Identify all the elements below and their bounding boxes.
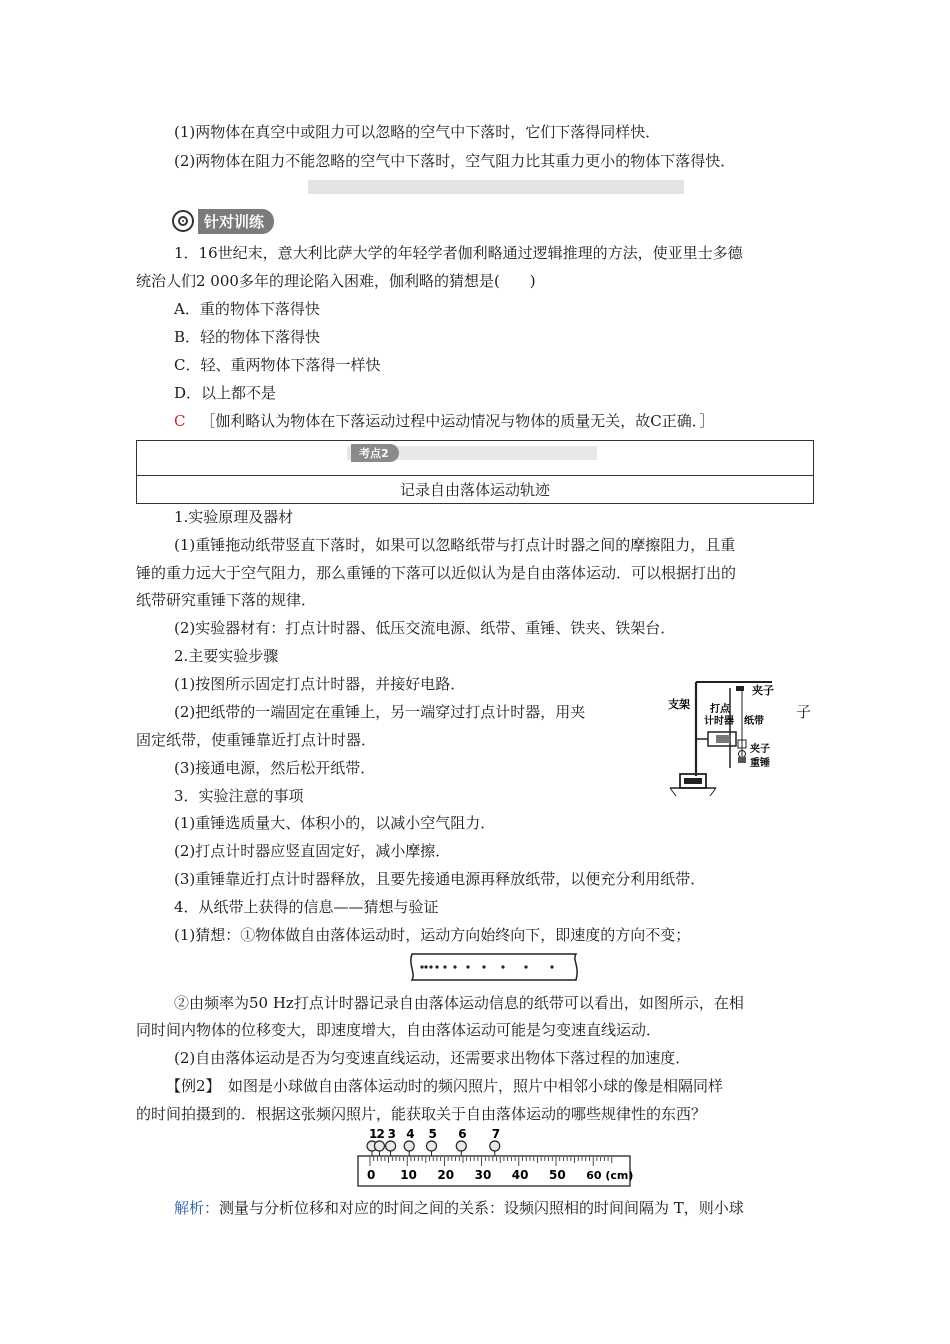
analysis-tag: 解析： — [174, 1199, 220, 1217]
section-4-para-2a: ②由频率为50 Hz打点计时器记录自由落体运动信息的纸带可以看出，如图所示，在相 — [174, 994, 744, 1012]
ball-label: 6 — [458, 1127, 467, 1141]
ball-marker — [404, 1141, 414, 1151]
section-1-para-1b: 锤的重力远大于空气阻力，那么重锤的下落可以近似认为是自由落体运动．可以根据打出的 — [136, 564, 737, 582]
example-2-tag: 【例2】 — [166, 1077, 214, 1095]
section-2-para-3: (3)接通电源，然后松开纸带． — [174, 759, 376, 777]
ruler-tick-label: 50 — [549, 1168, 566, 1182]
clip-bottom-label: 夹子 — [750, 744, 770, 755]
training-badge-label: 针对训练 — [198, 209, 274, 234]
ball-marker — [427, 1141, 437, 1151]
example-2-line-2: 的时间拍摄到的．根据这张频闪照片，能获取关于自由落体运动的哪些规律性的东西？ — [136, 1105, 707, 1123]
ball-marker — [490, 1141, 500, 1151]
example-2-text: 如图是小球做自由落体运动时的频闪照片，照片中相邻小球的像是相隔同样 — [213, 1077, 724, 1095]
analysis-text: 测量与分析位移和对应的时间之间的关系：设频闪照相的时间间隔为 T，则小球 — [219, 1199, 744, 1217]
section-divider-bar — [308, 180, 684, 194]
kaodian-divider — [137, 475, 813, 476]
ruler-tick-label: 60 (cm) — [586, 1169, 634, 1182]
answer-letter: C — [174, 412, 186, 430]
section-2-para-2b: 固定纸带，使重锤靠近打点计时器． — [136, 731, 377, 749]
ball-label: 4 — [406, 1127, 415, 1141]
section-3-para-1: (1)重锤选质量大、体积小的，以减小空气阻力． — [174, 814, 496, 832]
ruler-tick-label: 30 — [474, 1168, 492, 1182]
tape-figure — [410, 952, 580, 982]
ruler-tick-label: 0 — [367, 1168, 376, 1182]
kaodian-header-box — [136, 440, 814, 504]
ruler-tick-label: 20 — [437, 1168, 455, 1182]
section-4-para-2b: 同时间内物体的位移变大，即速度增大，自由落体运动可能是匀变速直线运动． — [136, 1021, 662, 1039]
target-icon — [172, 210, 194, 232]
section-1-para-1c: 纸带研究重锤下落的规律． — [136, 591, 317, 609]
section-4-para-1: (1)猜想：①物体做自由落体运动时，运动方向始终向下，即速度的方向不变； — [174, 926, 691, 944]
timer-label-2: 计时器 — [704, 716, 734, 727]
section-4-heading: 4．从纸带上获得的信息——猜想与验证 — [174, 898, 439, 916]
ball-marker — [374, 1141, 384, 1151]
example-2-line-1 — [166, 1076, 723, 1096]
ball-label: 5 — [428, 1127, 437, 1141]
ball-label: 3 — [387, 1127, 396, 1141]
answer-line — [174, 411, 714, 431]
section-1-para-2: (2)实验器材有：打点计时器、低压交流电源、纸带、重锤、铁夹、铁架台． — [174, 619, 676, 637]
section-1-heading: 1.实验原理及器材 — [174, 508, 294, 526]
training-badge — [172, 208, 274, 234]
ruler-tick-label: 10 — [400, 1168, 417, 1182]
section-1-para-1a: (1)重锤拖动纸带竖直下落时，如果可以忽略纸带与打点计时器之间的摩擦阻力，且重 — [174, 536, 736, 554]
apparatus-figure — [660, 672, 810, 802]
section-3-heading: 3．实验注意的事项 — [174, 787, 304, 805]
section-3-para-3: (3)重锤靠近打点计时器释放，且要先接通电源再释放纸带，以便充分利用纸带． — [174, 870, 706, 888]
analysis-line — [174, 1198, 744, 1218]
section-3-para-2: (2)打点计时器应竖直固定好，减小摩擦． — [174, 842, 451, 860]
answer-explanation: ［伽利略认为物体在下落运动过程中运动情况与物体的质量无关，故C正确．］ — [200, 412, 715, 430]
question-1-line-1: 1．16世纪末，意大利比萨大学的年轻学者伽利略通过逻辑推理的方法，使亚里士多德 — [174, 244, 743, 262]
section-2-para-2-zi: 子 — [796, 703, 812, 721]
option-d: D．以上都不是 — [174, 384, 277, 402]
ball-label: 1 — [369, 1127, 378, 1141]
section-2-para-2a: (2)把纸带的一端固定在重锤上，另一端穿过打点计时器，用夹 — [174, 703, 586, 721]
clip-top-label: 夹子 — [752, 684, 774, 697]
option-c: C．轻、重两物体下落得一样快 — [174, 356, 381, 374]
support-label: 支架 — [668, 698, 690, 711]
ball-label: 7 — [491, 1127, 501, 1141]
kaodian-tab: 考点2 — [351, 444, 399, 462]
question-1-line-2: 统治人们2 000多年的理论陷入困难，伽利略的猜想是( ) — [136, 272, 536, 290]
intro-line-2: (2)两物体在阻力不能忽略的空气中下落时，空气阻力比其重力更小的物体下落得快． — [174, 152, 736, 170]
timer-label-1: 打点 — [710, 704, 730, 715]
option-b: B．轻的物体下落得快 — [174, 328, 321, 346]
intro-line-1: (1)两物体在真空中或阻力可以忽略的空气中下落时，它们下落得同样快． — [174, 123, 661, 141]
section-2-heading: 2.主要实验步骤 — [174, 647, 279, 665]
section-2-para-1: (1)按图所示固定打点计时器，并接好电路． — [174, 675, 466, 693]
weight-label: 重锤 — [750, 758, 770, 769]
ball-label: 2 — [376, 1127, 385, 1141]
ball-marker — [456, 1141, 466, 1151]
ruler-figure — [356, 1128, 636, 1190]
kaodian-title: 记录自由落体运动轨迹 — [399, 481, 550, 499]
option-a: A．重的物体下落得快 — [174, 300, 320, 318]
section-4-para-3: (2)自由落体运动是否为匀变速直线运动，还需要求出物体下落过程的加速度． — [174, 1049, 691, 1067]
tape-label: 纸带 — [744, 716, 764, 727]
ruler-tick-label: 40 — [511, 1168, 529, 1182]
ball-marker — [386, 1141, 396, 1151]
